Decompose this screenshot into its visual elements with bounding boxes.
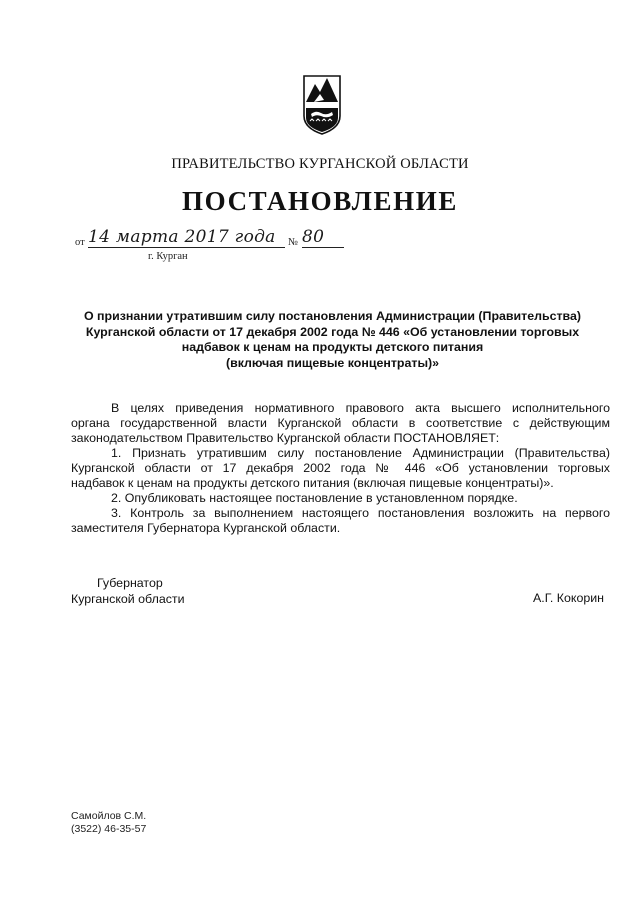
item-1-line: надбавок к ценам на продукты детского питания (включая пищевые концентраты)». xyxy=(71,476,554,490)
preamble-line: В целях приведения нормативного правового акта высшего исполнительного xyxy=(111,401,610,415)
signatory-position xyxy=(71,575,185,607)
item-3-line: 3. Контроль за выполнением настоящего постановления возложить на первого xyxy=(111,506,610,520)
handwritten-number: 80 xyxy=(302,227,344,248)
title-line: Курганской области от 17 декабря 2002 года № 446 «Об установлении торговых xyxy=(85,324,580,339)
title-line: (включая пищевые концентраты)» xyxy=(225,355,440,370)
executor-phone: (3522) 46-35-57 xyxy=(71,823,147,835)
document-type-heading: ПОСТАНОВЛЕНИЕ xyxy=(182,186,458,216)
title-line: О признании утратившим силу постановления Администрации (Правительства) xyxy=(83,309,582,323)
title-line: надбавок к ценам на продукты детского питания xyxy=(181,340,484,354)
coat-of-arms-emblem xyxy=(302,68,342,136)
number-label: № xyxy=(288,237,299,248)
item-1-line: 1. Признать утратившим силу постановление Администрации (Правительства) xyxy=(111,446,610,460)
item-2-line: 2. Опубликовать настоящее постановление в установленном порядке. xyxy=(111,491,518,505)
preamble-line: законодательством Правительство Курганской области ПОСТАНОВЛЯЕТ: xyxy=(71,431,500,445)
government-name: ПРАВИТЕЛЬСТВО КУРГАНСКОЙ ОБЛАСТИ xyxy=(171,156,469,172)
document-body xyxy=(71,401,610,536)
handwritten-date: 14 марта 2017 года xyxy=(88,227,285,248)
from-label: от xyxy=(75,237,85,248)
position-line-2: Курганской области xyxy=(71,592,185,606)
city-label: г. Курган xyxy=(148,251,188,262)
document-title xyxy=(60,309,605,371)
date-number-line xyxy=(75,227,375,253)
item-3-line: заместителя Губернатора Курганской области. xyxy=(71,521,341,535)
signatory-name: А.Г. Кокорин xyxy=(533,591,605,605)
item-1-line: Курганской области от 17 декабря 2002 года № 446 «Об установлении торговых xyxy=(71,461,610,475)
executor-contact xyxy=(71,810,146,836)
preamble-line: органа государственной власти Курганской области в соответствие с действующим xyxy=(71,416,610,430)
position-line-1: Губернатор xyxy=(97,576,163,590)
executor-name: Самойлов С.М. xyxy=(71,810,147,822)
